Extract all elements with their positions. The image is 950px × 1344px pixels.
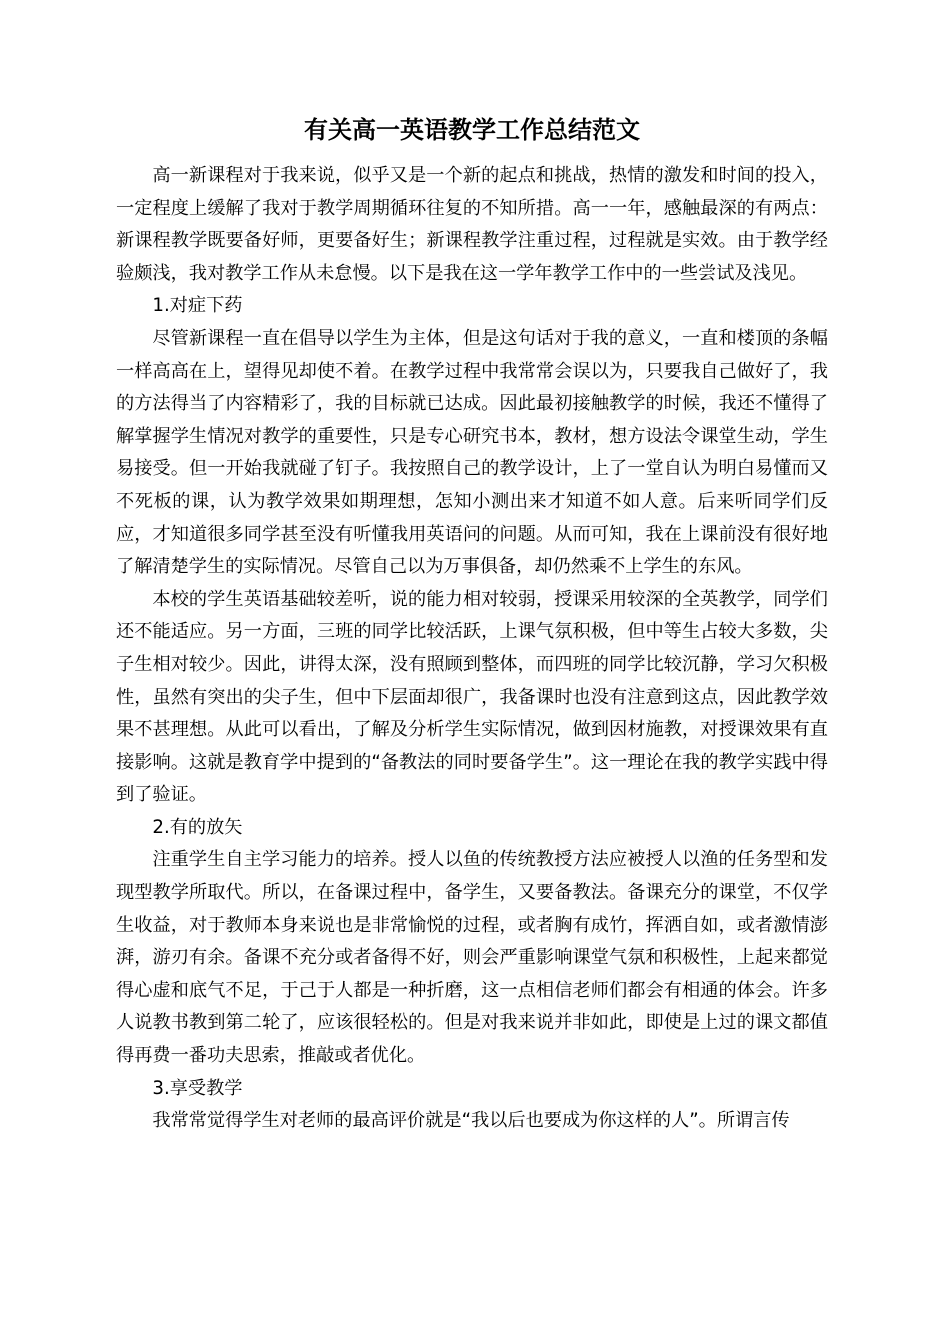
body-paragraph: 我常常觉得学生对老师的最高评价就是“我以后也要成为你这样的人”。所谓言传 [152,1110,790,1132]
section-heading-1: 1.对症下药 [152,295,243,317]
body-paragraph: 本校的学生英语基础较差听，说的能力相对较弱，授课采用较深的全英教学，同学们还不能适应。另一方面，三班的同学比较活跃，上课气氛积极，但中等生占较大多数，尖子生相对较少。因此，讲得太深，没有照顾到整体，而四班的同学比较沉静，学习欠积极性，虽然有突出的尖子生，但中下层面却很广，我备课时也没有注意到这点，因此教学效果不甚理想。从此可以看出，了解及分析学生实际情况，做到因材施教，对授课效果有直接影响。这就是教育学中提到的“备教法的同时要备学生”。这一理论在我的教学实践中得到了验证。 [116,588,828,806]
body-paragraph: 注重学生自主学习能力的培养。授人以鱼的传统教授方法应被授人以渔的任务型和发现型教学所取代。所以，在备课过程中，备学生，又要备教法。备课充分的课堂，不仅学生收益，对于教师本身来说也是非常愉悦的过程，或者胸有成竹，挥洒自如，或者激情澎湃，游刃有余。备课不充分或者备得不好，则会严重影响课堂气氛和积极性，上起来都觉得心虚和底气不足，于己于人都是一种折磨，这一点相信老师们都会有相通的体会。许多人说教书教到第二轮了，应该很轻松的。但是对我来说并非如此，即使是上过的课文都值得再费一番功夫思索，推敲或者优化。 [116,849,828,1067]
section-heading-2: 2.有的放矢 [152,816,243,838]
document-title: 有关高一英语教学工作总结范文 [304,116,640,144]
intro-paragraph: 高一新课程对于我来说，似乎又是一个新的起点和挑战，热情的激发和时间的投入，一定程度上缓解了我对于教学周期循环往复的不知所措。高一一年，感触最深的有两点：新课程教学既要备好师，更要备好生；新课程教学注重过程，过程就是实效。由于教学经验颇浅，我对教学工作从未怠慢。以下是我在这一学年教学工作中的一些尝试及浅见。 [116,165,828,284]
document-page [116,110,828,1138]
section-heading-3: 3.享受教学 [152,1077,243,1099]
body-paragraph: 尽管新课程一直在倡导以学生为主体，但是这句话对于我的意义，一直和楼顶的条幅一样高高在上，望得见却使不着。在教学过程中我常常会误以为，只要我自己做好了，我的方法得当了内容精彩了，我的目标就已达成。因此最初接触教学的时候，我还不懂得了解掌握学生情况对教学的重要性，只是专心研究书本，教材，想方设法令课堂生动，学生易接受。但一开始我就碰了钉子。我按照自己的教学设计，上了一堂自认为明白易懂而又不死板的课，认为教学效果如期理想，怎知小测出来才知道不如人意。后来听同学们反应，才知道很多同学甚至没有听懂我用英语问的问题。从而可知，我在上课前没有很好地了解清楚学生的实际情况。尽管自己以为万事俱备，却仍然乘不上学生的东风。 [116,327,828,578]
